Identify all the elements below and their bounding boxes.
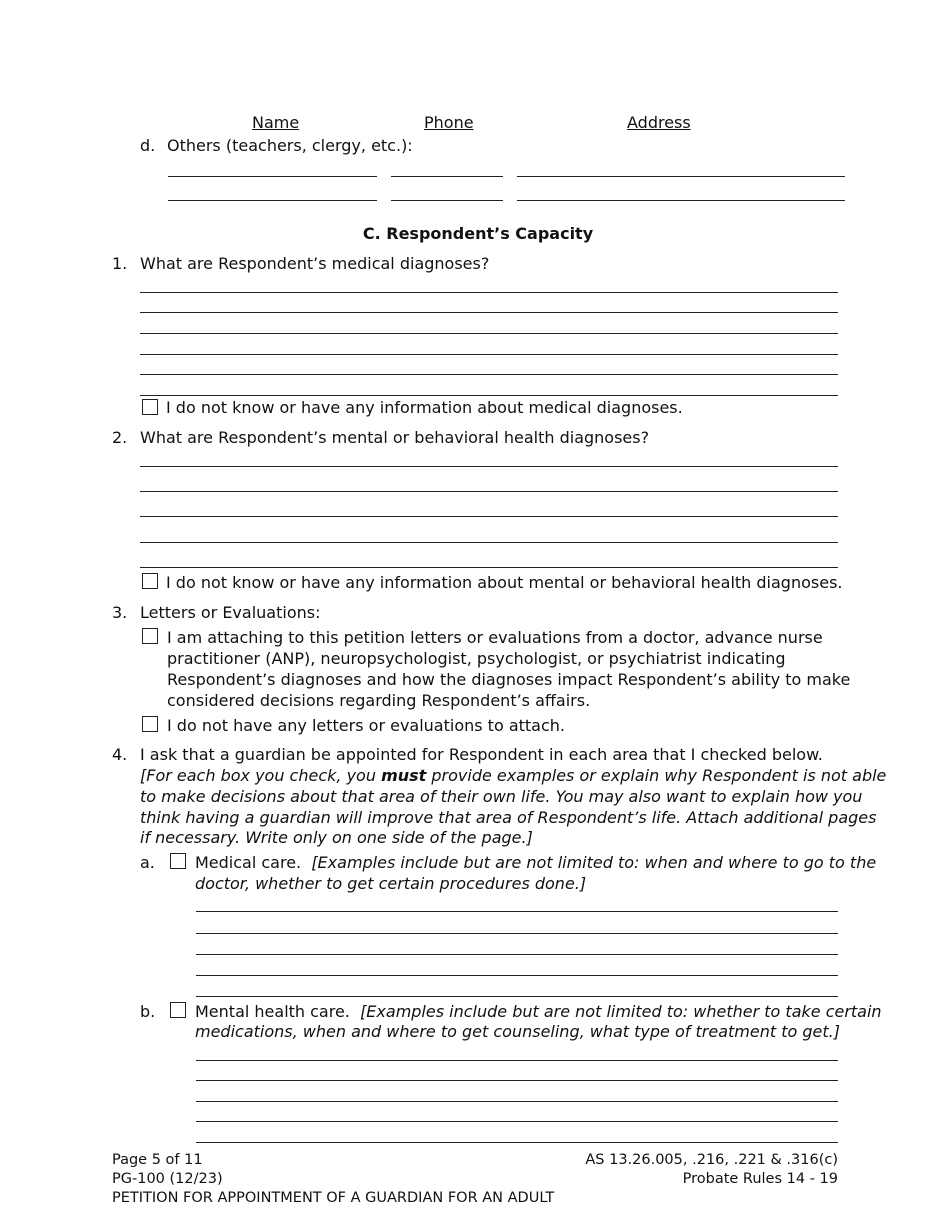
q4-instructions-line: if necessary. Write only on one side of the page.] [140,828,533,847]
section-title: C. Respondent’s Capacity [362,224,594,243]
q1-answer-line[interactable] [140,333,838,334]
q1-text: What are Respondent’s medical diagnoses? [140,254,490,273]
others-label: Others (teachers, clergy, etc.): [167,136,413,155]
others-address-field-1[interactable] [517,176,845,177]
q1-number: 1. [112,254,128,273]
medical-care-label: Medical care. [195,853,302,872]
q1-answer-line[interactable] [140,374,838,375]
medical-care-answer-line[interactable] [196,933,838,934]
mental-health-care-answer-line[interactable] [196,1080,838,1081]
q3-attaching-label-line: I am attaching to this petition letters or evaluations from a doctor, advance nurse [167,628,823,647]
medical-care-answer-line[interactable] [196,996,838,997]
q2-answer-line[interactable] [140,567,838,568]
q4-number: 4. [112,745,128,764]
q3-number: 3. [112,603,128,622]
others-address-field-2[interactable] [517,200,845,201]
medical-care-answer-line[interactable] [196,975,838,976]
q1-unknown-checkbox[interactable] [142,399,158,415]
q2-answer-line[interactable] [140,466,838,467]
q3-text: Letters or Evaluations: [140,603,321,622]
q1-answer-line[interactable] [140,292,838,293]
mental-health-care-answer-line[interactable] [196,1121,838,1122]
q1-unknown-label: I do not know or have any information about medical diagnoses. [166,398,683,417]
q3-attaching-label-line: considered decisions regarding Respondent’s affairs. [167,691,591,710]
q4-instructions-line: to make decisions about that area of their own life. You may also want to explain how you [140,787,863,806]
q3-attaching-checkbox[interactable] [142,628,158,644]
footer-rules: Probate Rules 14 - 19 [682,1171,838,1187]
q2-unknown-label: I do not know or have any information about mental or behavioral health diagnoses. [166,573,843,592]
q3-attaching-label-line: practitioner (ANP), neuropsychologist, psychologist, or psychiatrist indicating [167,649,786,668]
q2-answer-line[interactable] [140,542,838,543]
mental-health-care-examples-line: medications, when and where to get counseling, what type of treatment to get.] [195,1022,840,1041]
q4-instructions-prefix: [For each box you check, you [140,766,382,785]
q2-unknown-checkbox[interactable] [142,573,158,589]
name-column-header: Name [252,113,300,132]
others-phone-field-1[interactable] [391,176,503,177]
q2-text: What are Respondent’s mental or behavioral health diagnoses? [140,428,650,447]
q3-attaching-label-line: Respondent’s diagnoses and how the diagnoses impact Respondent’s ability to make [167,670,851,689]
footer-form-title: PETITION FOR APPOINTMENT OF A GUARDIAN FOR AN ADULT [112,1190,555,1206]
q4-instructions-line: think having a guardian will improve that area of Respondent’s life. Attach additional pages [140,808,877,827]
footer-page-number: Page 5 of 11 [112,1152,203,1168]
mental-health-care-checkbox[interactable] [170,1002,186,1018]
q4-instructions-emphasis: must [381,766,427,785]
footer-statute: AS 13.26.005, .216, .221 & .316(c) [585,1152,838,1168]
q1-answer-line[interactable] [140,354,838,355]
others-name-field-1[interactable] [168,176,377,177]
address-column-header: Address [627,113,691,132]
others-name-field-2[interactable] [168,200,377,201]
mental-health-care-answer-line[interactable] [196,1142,838,1143]
q1-answer-line[interactable] [140,395,838,396]
medical-care-checkbox[interactable] [170,853,186,869]
q3-no-letters-checkbox[interactable] [142,716,158,732]
mental-health-care-line-1 [195,1002,882,1021]
mental-health-care-label: Mental health care. [195,1002,350,1021]
q4-instructions-rest: provide examples or explain why Respondent is not able [426,766,887,785]
q4-instructions [140,766,886,785]
q2-answer-line[interactable] [140,516,838,517]
q2-answer-line[interactable] [140,491,838,492]
medical-care-answer-line[interactable] [196,911,838,912]
mental-health-care-answer-line[interactable] [196,1101,838,1102]
medical-care-examples-line: doctor, whether to get certain procedures done.] [195,874,587,893]
phone-column-header: Phone [424,113,474,132]
medical-care-examples: [Examples include but are not limited to: when and where to go to the [311,853,877,872]
medical-care-answer-line[interactable] [196,954,838,955]
q4b-letter: b. [140,1002,156,1021]
q3-no-letters-label: I do not have any letters or evaluations to attach. [167,716,566,735]
q4-text: I ask that a guardian be appointed for Respondent in each area that I checked below. [140,745,823,764]
q4a-letter: a. [140,853,155,872]
q2-number: 2. [112,428,128,447]
mental-health-care-answer-line[interactable] [196,1060,838,1061]
others-letter: d. [140,136,156,155]
mental-health-care-examples: [Examples include but are not limited to: whether to take certain [360,1002,882,1021]
footer-form-number: PG-100 (12/23) [112,1171,223,1187]
others-phone-field-2[interactable] [391,200,503,201]
q1-answer-line[interactable] [140,312,838,313]
medical-care-line-1 [195,853,876,872]
